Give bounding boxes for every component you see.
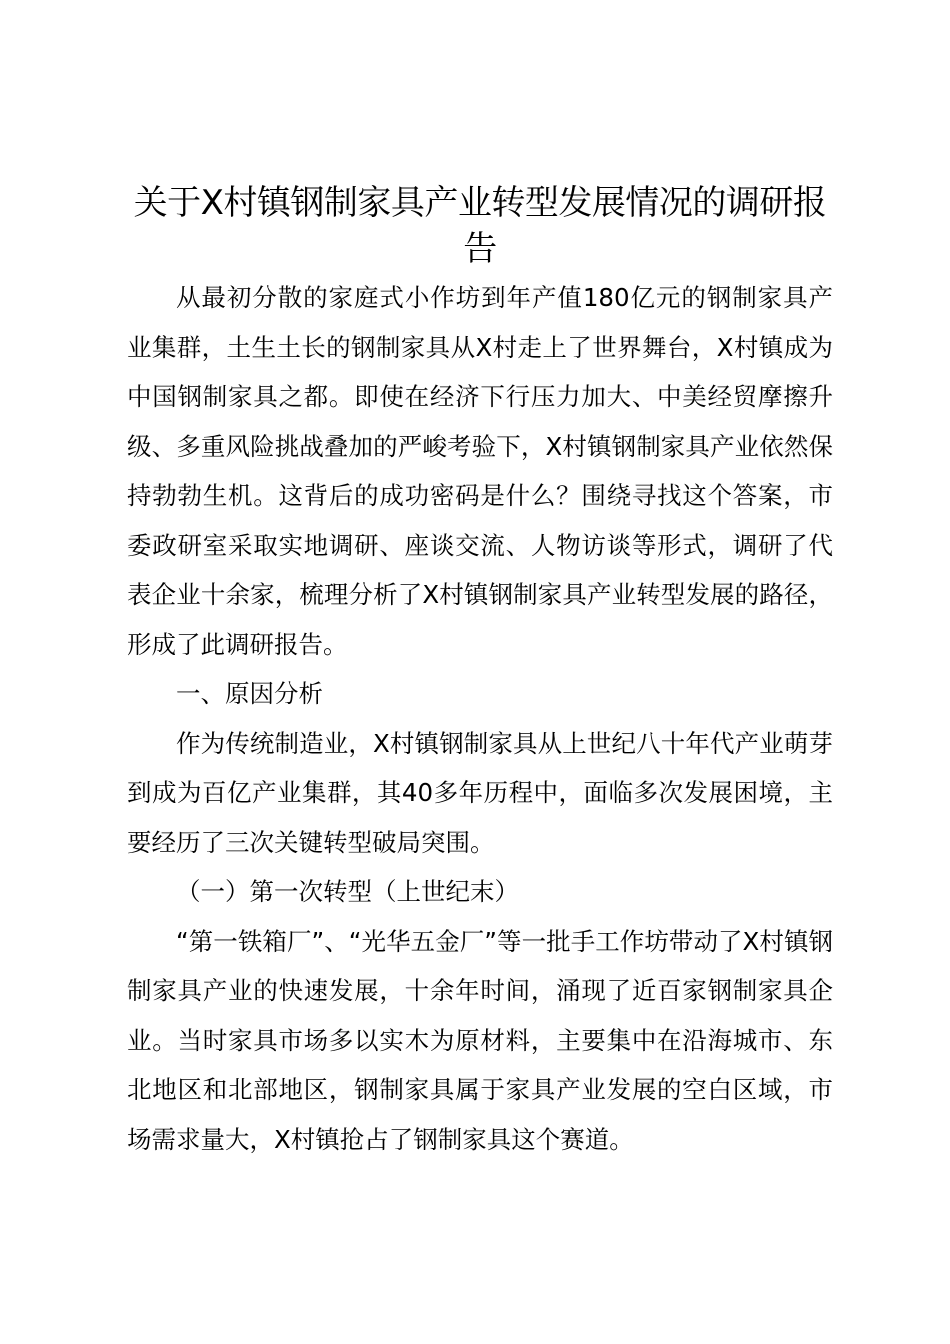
document-title: 关于X村镇钢制家具产业转型发展情况的调研报告 <box>133 183 827 269</box>
subsection-heading-first-transformation: （一）第一次转型（上世纪末） <box>176 877 519 906</box>
document-body <box>127 180 833 1164</box>
section-heading-cause-analysis: 一、原因分析 <box>176 679 323 708</box>
intro-paragraph: 从最初分散的家庭式小作坊到年产值180亿元的钢制家具产业集群，土生土长的钢制家具从X村走上了世界舞台，X村镇成为中国钢制家具之都。即使在经济下行压力加大、中美经贸摩擦升级、多重风险挑战叠加的严峻考验下，X村镇钢制家具产业依然保持勃勃生机。这背后的成功密码是什么？围绕寻找这个答案，市委政研室采取实地调研、座谈交流、人物访谈等形式，调研了代表企业十余家，梳理分析了X村镇钢制家具产业转型发展的路径，形成了此调研报告。 <box>127 283 833 659</box>
section-paragraph: 作为传统制造业，X村镇钢制家具从上世纪八十年代产业萌芽到成为百亿产业集群，其40多年历程中，面临多次发展困境，主要经历了三次关键转型破局突围。 <box>127 728 833 857</box>
subsection-paragraph: “第一铁箱厂”、“光华五金厂”等一批手工作坊带动了X村镇钢制家具产业的快速发展，十余年时间，涌现了近百家钢制家具企业。当时家具市场多以实木为原材料，主要集中在沿海城市、东北地区和北部地区，钢制家具属于家具产业发展的空白区域，市场需求量大，X村镇抢占了钢制家具这个赛道。 <box>127 926 833 1154</box>
